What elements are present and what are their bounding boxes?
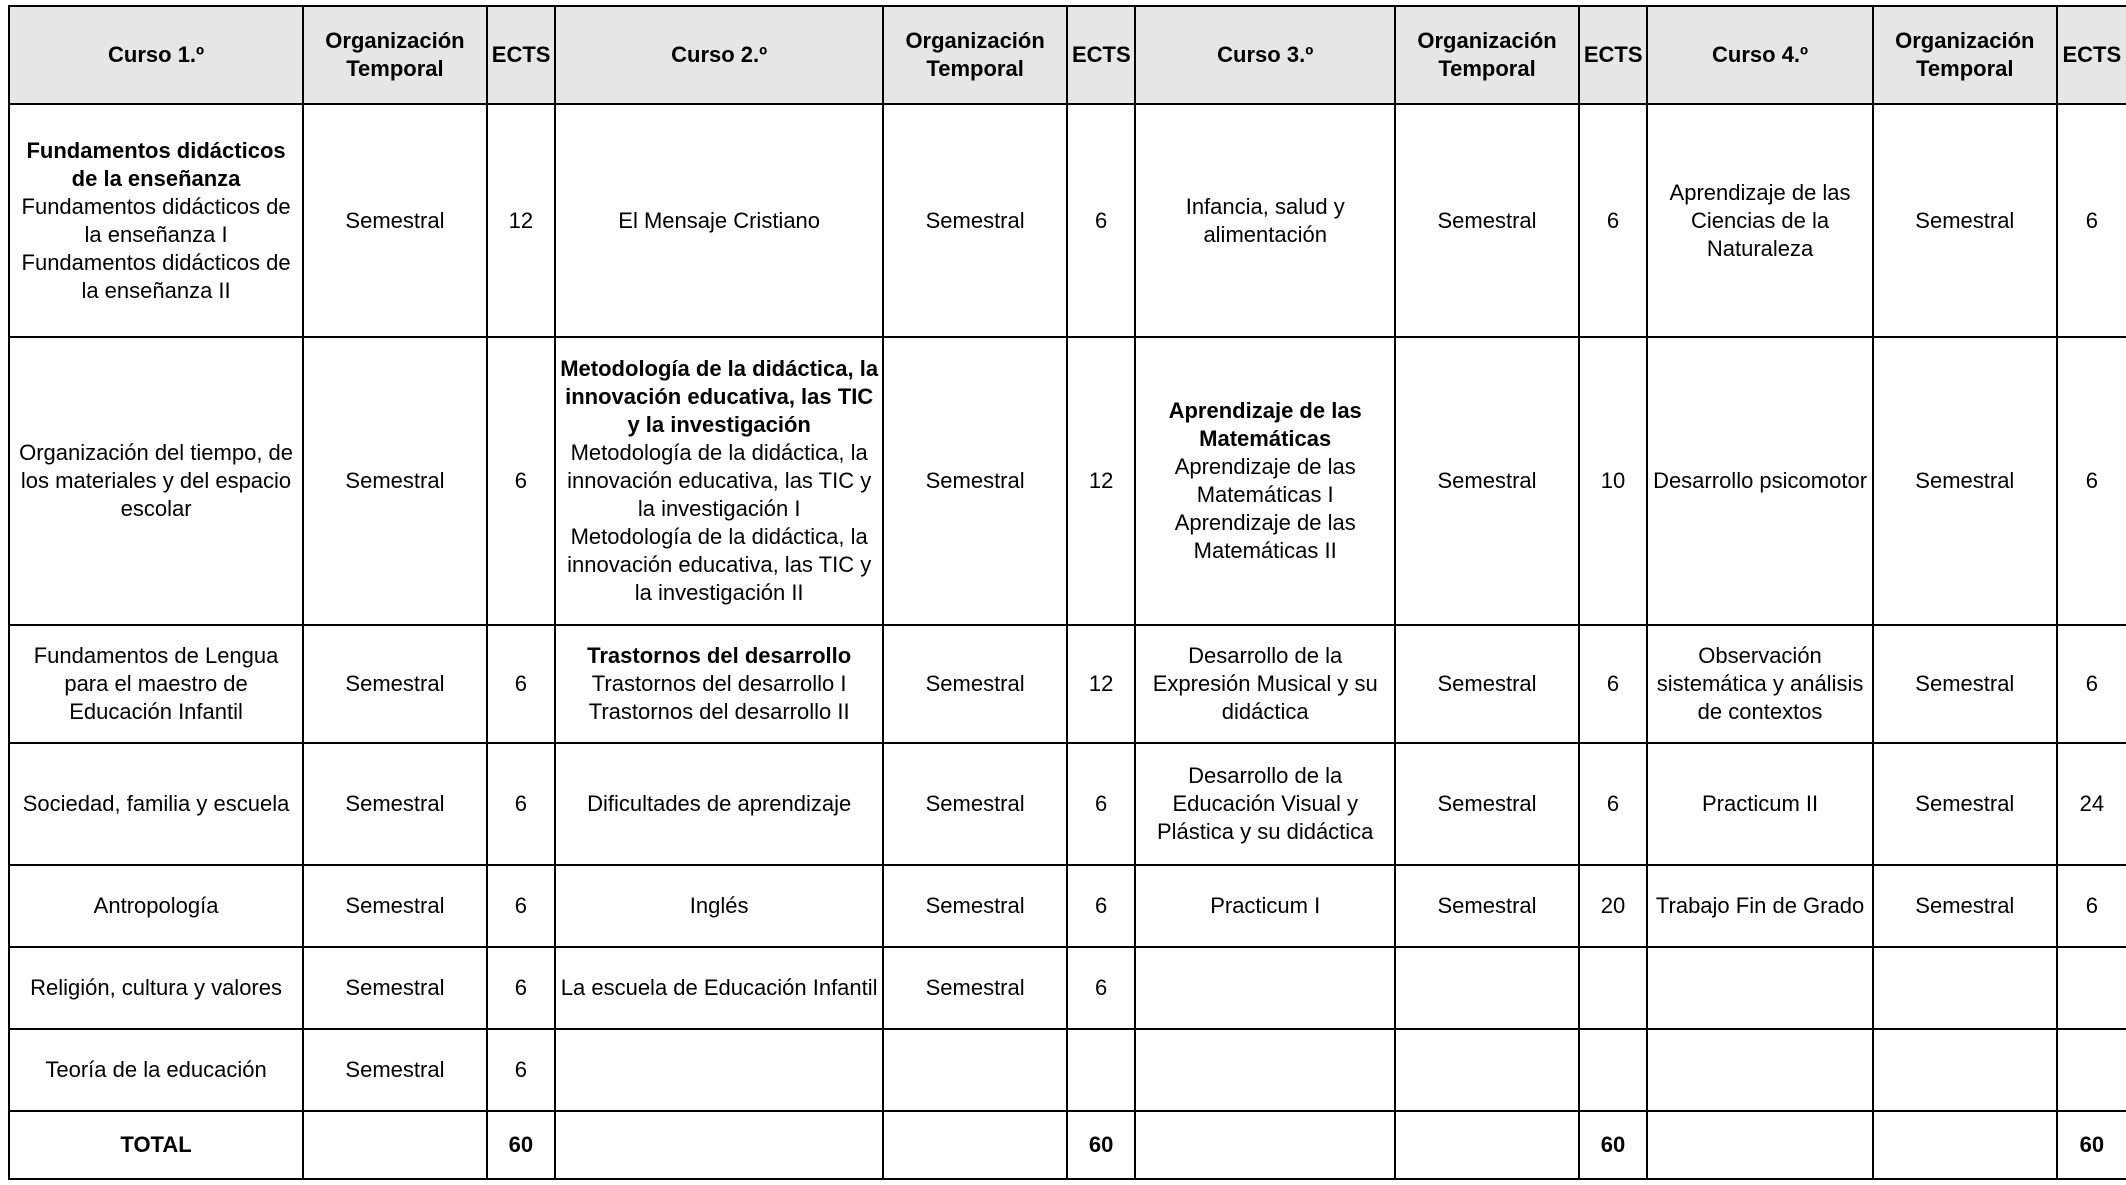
- subject-group-title: Aprendizaje de las Matemáticas: [1168, 398, 1362, 452]
- ects-cell: 6: [487, 625, 555, 742]
- ects-cell: 6: [2057, 337, 2126, 625]
- header-ects: ECTS: [2057, 6, 2126, 104]
- ects-cell: 6: [487, 743, 555, 865]
- ects-cell: 6: [1579, 743, 1647, 865]
- organization-cell: Semestral: [1395, 104, 1579, 337]
- subject-part: Aprendizaje de las Matemáticas I: [1174, 454, 1356, 508]
- empty-cell: [555, 1111, 883, 1179]
- empty-cell: [2057, 1029, 2126, 1111]
- total-ects-curso-2: 60: [1067, 1111, 1135, 1179]
- organization-cell: Semestral: [303, 104, 487, 337]
- ects-cell: 12: [1067, 337, 1135, 625]
- header-curso-3: Curso 3.º: [1135, 6, 1395, 104]
- subject-part: Aprendizaje de las Matemáticas II: [1174, 510, 1356, 564]
- organization-cell: Semestral: [883, 337, 1067, 625]
- ects-cell: 6: [487, 337, 555, 625]
- organization-cell: Semestral: [883, 743, 1067, 865]
- organization-cell: Semestral: [1395, 337, 1579, 625]
- ects-cell: 6: [487, 865, 555, 947]
- organization-cell: Semestral: [1873, 743, 2057, 865]
- ects-cell: 6: [487, 947, 555, 1029]
- subject-cell: Desarrollo psicomotor: [1647, 337, 1873, 625]
- empty-cell: [1067, 1029, 1135, 1111]
- organization-cell: Semestral: [303, 625, 487, 742]
- ects-cell: 6: [2057, 625, 2126, 742]
- subject-part: Trastornos del desarrollo I: [591, 671, 847, 697]
- header-ects: ECTS: [1579, 6, 1647, 104]
- empty-cell: [1873, 1111, 2057, 1179]
- subject-cell: La escuela de Educación Infantil: [555, 947, 883, 1029]
- empty-cell: [555, 1029, 883, 1111]
- organization-cell: Semestral: [883, 104, 1067, 337]
- subject-part: Fundamentos didácticos de la enseñanza I: [21, 193, 291, 247]
- subject-cell: Fundamentos de Lengua para el maestro de Educación Infantil: [9, 625, 303, 742]
- header-organizacion-temporal: Organización Temporal: [303, 6, 487, 104]
- total-row: [9, 1111, 2126, 1179]
- organization-cell: Semestral: [883, 865, 1067, 947]
- header-row: [9, 6, 2126, 104]
- subject-cell: Organización del tiempo, de los materiales y del espacio escolar: [9, 337, 303, 625]
- empty-cell: [1395, 947, 1579, 1029]
- ects-cell: 6: [1579, 104, 1647, 337]
- organization-cell: Semestral: [883, 947, 1067, 1029]
- subject-cell: [555, 625, 883, 742]
- empty-cell: [1647, 1029, 1873, 1111]
- empty-cell: [1647, 947, 1873, 1029]
- empty-cell: [303, 1111, 487, 1179]
- organization-cell: Semestral: [303, 947, 487, 1029]
- header-organizacion-temporal: Organización Temporal: [1873, 6, 2057, 104]
- total-ects-curso-4: 60: [2057, 1111, 2126, 1179]
- organization-cell: Semestral: [303, 1029, 487, 1111]
- ects-cell: 6: [1067, 104, 1135, 337]
- empty-cell: [1873, 1029, 2057, 1111]
- subject-group-title: Trastornos del desarrollo: [587, 643, 852, 669]
- subject-cell: Inglés: [555, 865, 883, 947]
- table-row: [9, 625, 2126, 742]
- header-ects: ECTS: [1067, 6, 1135, 104]
- empty-cell: [1395, 1029, 1579, 1111]
- ects-cell: 6: [2057, 104, 2126, 337]
- empty-cell: [1395, 1111, 1579, 1179]
- subject-cell: Desarrollo de la Educación Visual y Plástica y su didáctica: [1135, 743, 1395, 865]
- table-row: [9, 743, 2126, 865]
- organization-cell: Semestral: [1873, 104, 2057, 337]
- ects-cell: 6: [1067, 865, 1135, 947]
- ects-cell: 6: [1067, 947, 1135, 1029]
- subject-cell: Practicum II: [1647, 743, 1873, 865]
- table-row: [9, 337, 2126, 625]
- ects-cell: 24: [2057, 743, 2126, 865]
- subject-cell: Sociedad, familia y escuela: [9, 743, 303, 865]
- subject-cell: Practicum I: [1135, 865, 1395, 947]
- header-organizacion-temporal: Organización Temporal: [883, 6, 1067, 104]
- header-curso-2: Curso 2.º: [555, 6, 883, 104]
- organization-cell: Semestral: [1395, 865, 1579, 947]
- empty-cell: [1647, 1111, 1873, 1179]
- subject-cell: Trabajo Fin de Grado: [1647, 865, 1873, 947]
- organization-cell: Semestral: [1873, 625, 2057, 742]
- subject-cell: El Mensaje Cristiano: [555, 104, 883, 337]
- empty-cell: [883, 1029, 1067, 1111]
- subject-cell: [555, 337, 883, 625]
- empty-cell: [1579, 1029, 1647, 1111]
- ects-cell: 6: [1579, 625, 1647, 742]
- organization-cell: Semestral: [303, 337, 487, 625]
- subject-part: Trastornos del desarrollo II: [588, 699, 850, 725]
- subject-cell: Teoría de la educación: [9, 1029, 303, 1111]
- organization-cell: Semestral: [303, 865, 487, 947]
- empty-cell: [1873, 947, 2057, 1029]
- total-ects-curso-1: 60: [487, 1111, 555, 1179]
- subject-cell: [9, 104, 303, 337]
- header-curso-4: Curso 4.º: [1647, 6, 1873, 104]
- header-organizacion-temporal: Organización Temporal: [1395, 6, 1579, 104]
- subject-cell: Aprendizaje de las Ciencias de la Naturaleza: [1647, 104, 1873, 337]
- subject-group-title: Fundamentos didácticos de la enseñanza: [26, 137, 286, 191]
- subject-cell: Dificultades de aprendizaje: [555, 743, 883, 865]
- subject-part: Fundamentos didácticos de la enseñanza II: [21, 249, 291, 303]
- subject-cell: Desarrollo de la Expresión Musical y su didáctica: [1135, 625, 1395, 742]
- empty-cell: [1579, 947, 1647, 1029]
- empty-cell: [1135, 947, 1395, 1029]
- organization-cell: Semestral: [1395, 743, 1579, 865]
- ects-cell: 20: [1579, 865, 1647, 947]
- table-row: [9, 865, 2126, 947]
- organization-cell: Semestral: [883, 625, 1067, 742]
- ects-cell: 6: [487, 1029, 555, 1111]
- empty-cell: [883, 1111, 1067, 1179]
- ects-cell: 12: [1067, 625, 1135, 742]
- organization-cell: Semestral: [1873, 865, 2057, 947]
- total-ects-curso-3: 60: [1579, 1111, 1647, 1179]
- subject-cell: Religión, cultura y valores: [9, 947, 303, 1029]
- empty-cell: [1135, 1029, 1395, 1111]
- empty-cell: [2057, 947, 2126, 1029]
- organization-cell: Semestral: [1395, 625, 1579, 742]
- table-row: [9, 104, 2126, 337]
- table-row: [9, 1029, 2126, 1111]
- empty-cell: [1135, 1111, 1395, 1179]
- subject-cell: Observación sistemática y análisis de contextos: [1647, 625, 1873, 742]
- subject-part: Metodología de la didáctica, la innovación educativa, las TIC y la investigación II: [567, 524, 872, 606]
- ects-cell: 10: [1579, 337, 1647, 625]
- organization-cell: Semestral: [303, 743, 487, 865]
- study-plan-table: [8, 5, 2126, 1180]
- organization-cell: Semestral: [1873, 337, 2057, 625]
- subject-cell: Infancia, salud y alimentación: [1135, 104, 1395, 337]
- subject-group-title: Metodología de la didáctica, la innovación educativa, las TIC y la investigación: [560, 356, 879, 438]
- ects-cell: 6: [1067, 743, 1135, 865]
- subject-part: Metodología de la didáctica, la innovación educativa, las TIC y la investigación I: [567, 440, 872, 522]
- ects-cell: 12: [487, 104, 555, 337]
- header-curso-1: Curso 1.º: [9, 6, 303, 104]
- table-row: [9, 947, 2126, 1029]
- header-ects: ECTS: [487, 6, 555, 104]
- subject-cell: [1135, 337, 1395, 625]
- subject-cell: Antropología: [9, 865, 303, 947]
- ects-cell: 6: [2057, 865, 2126, 947]
- total-label: TOTAL: [9, 1111, 303, 1179]
